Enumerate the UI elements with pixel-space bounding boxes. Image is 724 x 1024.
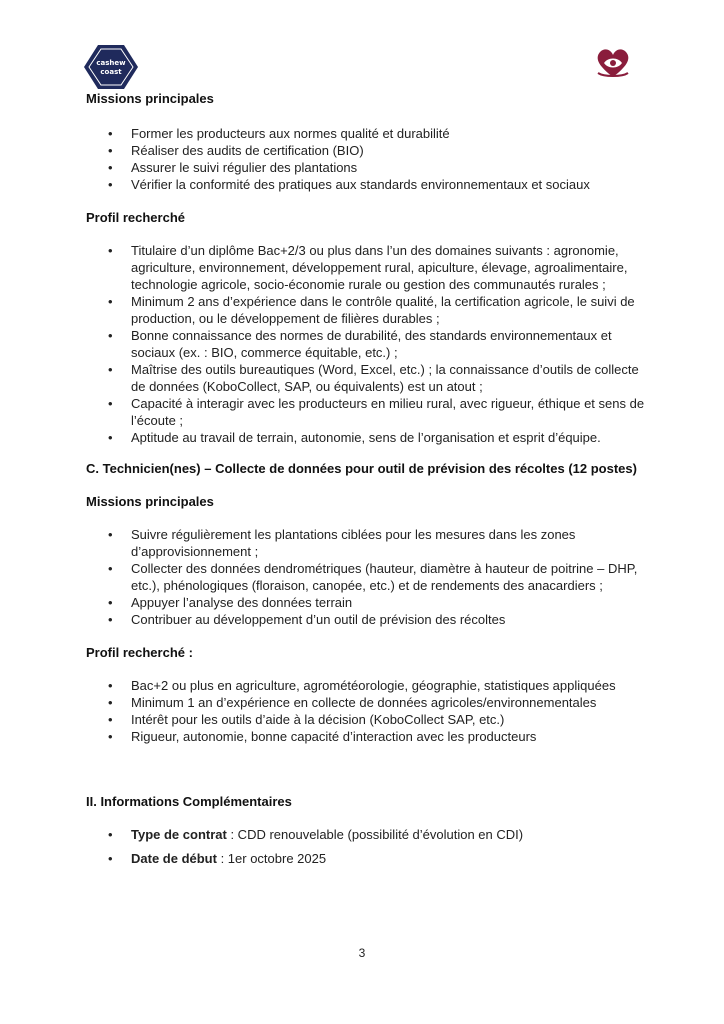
list-item: • Maîtrise des outils bureautiques (Word, Excel, etc.) ; la connaissance d’outils de collecte de données (KoboCollect, SAP, ou équivalents) est un atout ; — [108, 362, 639, 394]
list-item: • Date de début : 1er octobre 2025 — [108, 851, 327, 866]
list-item: • Minimum 1 an d’expérience en collecte de données agricoles/environnementales — [108, 695, 597, 710]
cajooma-logo — [590, 43, 636, 93]
list-item: • Aptitude au travail de terrain, autonomie, sens de l’organisation et esprit d’équipe. — [108, 430, 601, 445]
list-item: • Réaliser des audits de certification (BIO) — [108, 143, 364, 158]
list-item: • Former les producteurs aux normes qualité et durabilité — [108, 126, 450, 141]
list-item: • Contribuer au développement d’un outil de prévision des récoltes — [108, 612, 506, 627]
list-item: • Titulaire d’un diplôme Bac+2/3 ou plus dans l’un des domaines suivants : agronomie, agriculture, environnement, développement rural, apiculture, élevage, agroalimentaire, technologie agricole, socio-économie rurale ou gestion des communautés rurales ; — [108, 243, 628, 292]
infos-title: II. Informations Complémentaires — [86, 794, 292, 809]
list-item: • Vérifier la conformité des pratiques aux standards environnementaux et sociaux — [108, 177, 590, 192]
svg-text:coast: coast — [100, 68, 122, 76]
missions-list — [86, 125, 646, 193]
list-item: • Bac+2 ou plus en agriculture, agrométéorologie, géographie, statistiques appliquées — [108, 678, 616, 693]
start-date-label: Date de début — [131, 851, 217, 866]
section-c-title: C. Technicien(nes) – Collecte de données pour outil de prévision des récoltes (12 postes) — [86, 461, 637, 476]
profile-list — [86, 242, 646, 446]
cashew-coast-logo — [82, 43, 140, 91]
list-item: • Appuyer l’analyse des données terrain — [108, 595, 353, 610]
page-number: 3 — [358, 946, 366, 960]
list-item: • Assurer le suivi régulier des plantations — [108, 160, 358, 175]
list-item: • Type de contrat : CDD renouvelable (possibilité d’évolution en CDI) — [108, 827, 524, 842]
missions-title: Missions principales — [86, 91, 214, 106]
list-item: • Bonne connaissance des normes de durabilité, des standards environnementaux et sociaux (ex. : BIO, commerce équitable, etc.) ; — [108, 328, 612, 360]
contract-type-label: Type de contrat — [131, 827, 227, 842]
list-item: • Rigueur, autonomie, bonne capacité d’interaction avec les producteurs — [108, 729, 537, 744]
missions-title: Missions principales — [86, 494, 214, 509]
list-item: • Minimum 2 ans d’expérience dans le contrôle qualité, la certification agricole, le suivi de production, ou le développement de filières durables ; — [108, 294, 635, 326]
list-item: • Intérêt pour les outils d’aide à la décision (KoboCollect SAP, etc.) — [108, 712, 505, 727]
main-content — [86, 90, 646, 867]
missions-list — [86, 526, 646, 628]
infos-list — [86, 826, 646, 867]
profile-list — [86, 677, 646, 745]
profile-title: Profil recherché — [86, 210, 185, 225]
svg-text:cashew: cashew — [96, 59, 126, 67]
list-item: • Collecter des données dendrométriques (hauteur, diamètre à hauteur de poitrine – DHP, etc.), phénologiques (floraison, canopée, etc.) et de rendements des anacardiers ; — [108, 561, 638, 593]
profile-title: Profil recherché : — [86, 645, 193, 660]
list-item: • Capacité à interagir avec les producteurs en milieu rural, avec rigueur, éthique et sens de l’écoute ; — [108, 396, 645, 428]
list-item: • Suivre régulièrement les plantations ciblées pour les mesures dans les zones d’approvisionnement ; — [108, 527, 576, 559]
